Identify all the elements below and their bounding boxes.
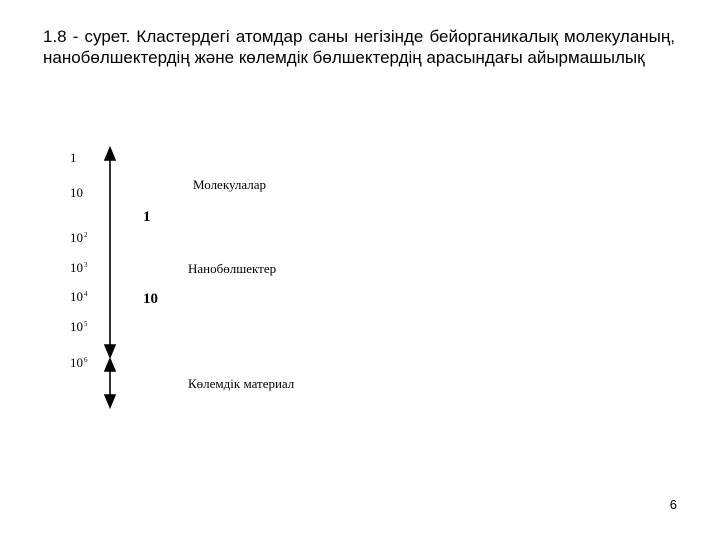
category-molecules: Молекулалар (193, 177, 267, 192)
scale-tick-10-6: $10^6$ (70, 355, 88, 370)
scale-tick-10-3: $10^3$ (70, 260, 88, 275)
category-bulk-material: Көлемдік материал (188, 376, 295, 391)
scale-tick-1: 1 (70, 150, 77, 165)
scale-tick-10-5: $10^5$ (70, 319, 88, 334)
category-nanoparticles: Нанобөлшектер (188, 261, 277, 276)
size-label-1: 1 (143, 209, 151, 225)
lower-double-arrow (105, 359, 115, 407)
figure-caption: 1.8 - сурет. Кластердегі атомдар саны негізінде бейорганикалық молекуланың, нанобөлшектердің және көлемдік бөлшектердің арасындағы айырмашылық (43, 27, 675, 67)
scale-tick-10-2: $10^2$ (70, 230, 88, 245)
page-number: 6 (669, 497, 677, 512)
size-label-10: 10 (143, 291, 158, 307)
upper-double-arrow (105, 148, 115, 357)
scale-tick-10: 10 (70, 185, 83, 200)
scale-tick-10-4: $10^4$ (70, 289, 88, 304)
